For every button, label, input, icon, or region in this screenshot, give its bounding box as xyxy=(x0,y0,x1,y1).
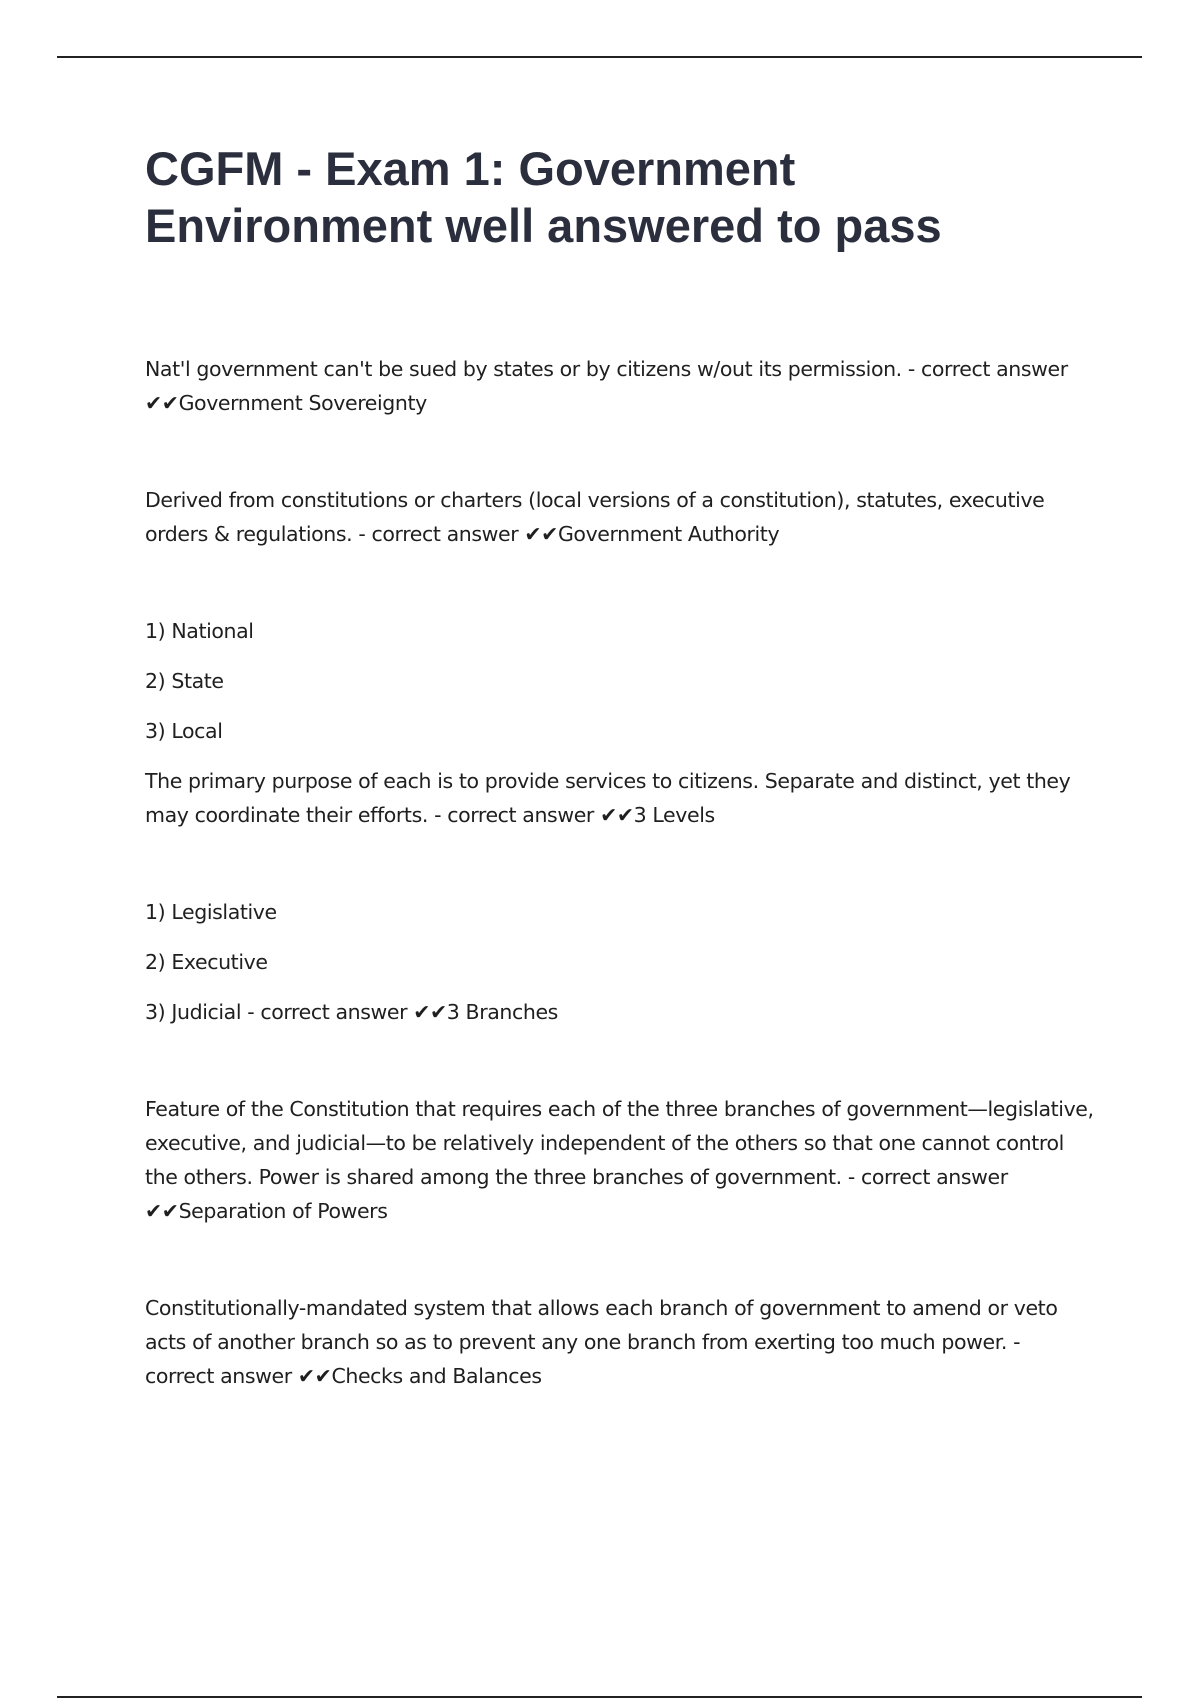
list-item: 2) State xyxy=(145,669,224,693)
top-divider xyxy=(57,56,1142,58)
question-text: Nat'l government can't be sued by states or by citizens w/out its permission. - correct answer xyxy=(145,357,1068,381)
answer-text: Separation of Powers xyxy=(178,1199,388,1223)
checkmark-icon: ✔✔ xyxy=(524,522,558,546)
answer-text: Checks and Balances xyxy=(331,1364,542,1388)
qa-text xyxy=(145,352,1095,420)
checkmark-icon: ✔✔ xyxy=(145,1199,179,1223)
question-text: 3) Judicial - correct answer xyxy=(145,1000,408,1024)
list-item: 1) Legislative xyxy=(145,900,277,924)
question-text: Feature of the Constitution that requires each of the three branches of government—legislative, executive, and judicial—to be relatively independent of the others so that one cannot control the others. Power is shared among the three branches of government. - correct answer xyxy=(145,1097,1094,1189)
document-title: CGFM - Exam 1: Government Environment well answered to pass xyxy=(145,142,942,252)
qa-item xyxy=(145,614,1095,832)
qa-text xyxy=(145,764,1095,832)
document-body xyxy=(145,140,1095,1456)
qa-text xyxy=(145,1291,1095,1393)
checkmark-icon: ✔✔ xyxy=(413,1000,447,1024)
question-text: Derived from constitutions or charters (local versions of a constitution), statutes, executive orders & regulations. - correct answer xyxy=(145,488,1045,546)
qa-item xyxy=(145,895,1095,1029)
list-item: 1) National xyxy=(145,619,254,643)
bottom-divider xyxy=(57,1696,1142,1698)
qa-item xyxy=(145,1291,1095,1393)
qa-item xyxy=(145,352,1095,420)
qa-text xyxy=(145,1092,1095,1228)
qa-item xyxy=(145,1092,1095,1228)
list-item: 2) Executive xyxy=(145,950,268,974)
qa-text xyxy=(145,483,1095,551)
answer-text: Government Sovereignty xyxy=(178,391,427,415)
qa-text xyxy=(145,995,1095,1029)
checkmark-icon: ✔✔ xyxy=(600,803,634,827)
list-item: 3) Local xyxy=(145,719,223,743)
answer-text: Government Authority xyxy=(557,522,780,546)
answer-text: 3 Branches xyxy=(446,1000,558,1024)
qa-item xyxy=(145,483,1095,551)
question-text: Constitutionally-mandated system that allows each branch of government to amend or veto acts of another branch so as to prevent any one branch from exerting too much power. - correct answer xyxy=(145,1296,1058,1388)
question-text: The primary purpose of each is to provide services to citizens. Separate and distinct, yet they may coordinate their efforts. - correct answer xyxy=(145,769,1071,827)
answer-text: 3 Levels xyxy=(633,803,715,827)
checkmark-icon: ✔✔ xyxy=(297,1364,332,1388)
checkmark-icon: ✔✔ xyxy=(145,391,179,415)
qa-list xyxy=(145,352,1095,1393)
